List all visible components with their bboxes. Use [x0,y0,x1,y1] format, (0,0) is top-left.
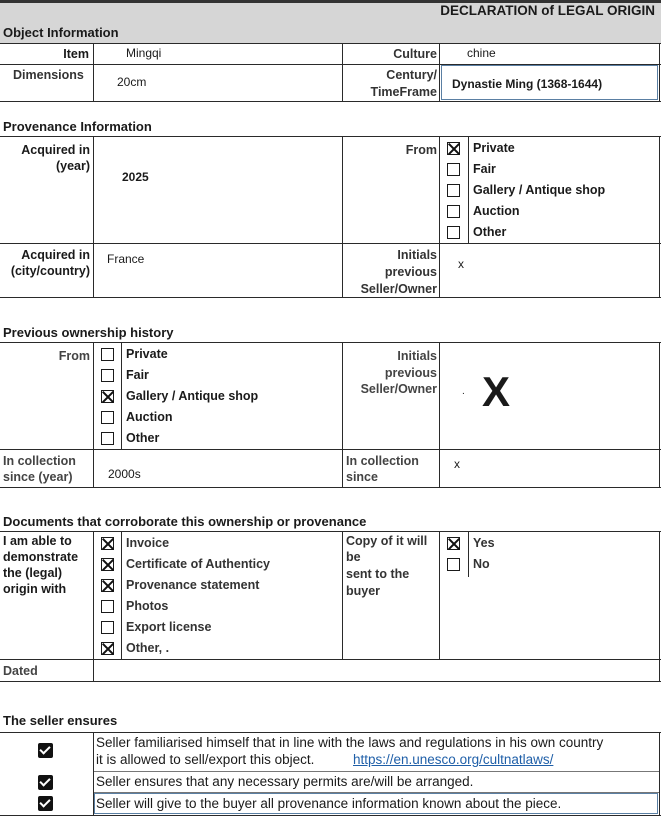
seller-header: The seller ensures [3,713,118,728]
provenance-private-checkbox[interactable] [447,142,460,155]
dated-label: Dated [3,664,38,678]
in-collection-value: 2000s [108,467,141,481]
seller-check-3-icon [38,796,53,811]
previous-initials-label-1: Initials [397,349,437,363]
doc-photos-checkbox[interactable] [101,600,114,613]
doc-other-checkbox[interactable] [101,642,114,655]
seller-line-3: Seller will give to the buyer all provenance information known about the piece. [96,796,562,811]
provenance-gallery-label: Gallery / Antique shop [473,183,606,197]
culture-label: Culture [393,47,437,61]
in-collection-since-value: x [454,457,460,471]
previous-other-label: Other [126,431,160,445]
doc-certificate-label: Certificate of Authenticy [126,557,271,571]
doc-export-checkbox[interactable] [101,621,114,634]
previous-private-label: Private [126,347,168,361]
seller-check-1-icon [38,743,53,758]
in-collection-since-label-2: since [346,470,378,484]
previous-other-checkbox[interactable] [101,432,114,445]
previous-from-label: From [58,349,90,363]
provenance-private-label: Private [473,141,515,155]
copy-label-1: Copy of it will [346,534,428,548]
previous-initials-value: X [482,368,511,415]
provenance-other-checkbox[interactable] [447,226,460,239]
able-label-3: the (legal) [3,566,63,580]
documents-header: Documents that corroborate this ownership or provenance [3,514,367,529]
previous-fair-checkbox[interactable] [101,369,114,382]
provenance-auction-label: Auction [473,204,520,218]
acquired-year-label-2: (year) [55,159,90,173]
doc-other-label: Other, . [126,641,170,655]
doc-photos-label: Photos [126,599,169,613]
item-label: Item [63,47,89,61]
previous-auction-label: Auction [126,410,173,424]
copy-yes-checkbox[interactable] [447,537,460,550]
previous-auction-checkbox[interactable] [101,411,114,424]
previous-private-checkbox[interactable] [101,348,114,361]
century-label-1: Century/ [386,68,437,82]
copy-yes-label: Yes [473,536,495,550]
document-title: DECLARATION of LEGAL ORIGIN [440,3,655,18]
seller-line-2: Seller ensures that any necessary permits are/will be arranged. [96,774,474,789]
acquired-year-label-1: Acquired in [21,143,90,157]
in-collection-since-label-1: In collection [346,454,419,468]
provenance-initials-label-2: previous [384,265,437,279]
previous-initials-label-2: previous [384,366,437,380]
unesco-link[interactable]: https://en.unesco.org/cultnatlaws/ [353,752,554,767]
acquired-city-label-2: (city/country) [10,264,90,278]
acquired-city-label-1: Acquired in [21,248,90,262]
provenance-header: Provenance Information [3,119,152,134]
dimensions-label: Dimensions [13,68,84,82]
able-label-4: origin with [3,582,67,596]
provenance-auction-checkbox[interactable] [447,205,460,218]
copy-label-3: sent to the [346,567,410,581]
previous-initials-dot: . [462,386,465,397]
seller-line-1b: it is allowed to sell/export this object. [96,752,315,767]
doc-provenance-label: Provenance statement [126,578,260,592]
previous-gallery-checkbox[interactable] [101,390,114,403]
previous-initials-label-3: Seller/Owner [360,382,437,396]
copy-label-2: be [346,550,361,564]
doc-invoice-checkbox[interactable] [101,537,114,550]
seller-line-1a: Seller familiarised himself that in line with the laws and regulations in his own country [96,735,604,750]
culture-value: chine [467,46,496,60]
copy-no-label: No [473,557,490,571]
provenance-initials-label-1: Initials [397,248,437,262]
provenance-fair-label: Fair [473,162,496,176]
copy-no-checkbox[interactable] [447,558,460,571]
dimensions-value: 20cm [117,75,147,89]
previous-ownership-header: Previous ownership history [3,325,174,340]
able-label-1: I am able to [3,534,72,548]
doc-provenance-checkbox[interactable] [101,579,114,592]
century-label-2: TimeFrame [370,85,437,99]
provenance-other-label: Other [473,225,507,239]
provenance-initials-label-3: Seller/Owner [360,282,437,296]
object-info-header: Object Information [3,25,119,40]
seller-check-2-icon [38,775,53,790]
doc-certificate-checkbox[interactable] [101,558,114,571]
able-label-2: demonstrate [3,550,79,564]
doc-export-label: Export license [126,620,212,634]
century-value: Dynastie Ming (1368-1644) [452,77,603,91]
previous-fair-label: Fair [126,368,149,382]
previous-gallery-label: Gallery / Antique shop [126,389,259,403]
provenance-fair-checkbox[interactable] [447,163,460,176]
provenance-from-label: From [405,143,437,157]
acquired-year-value: 2025 [122,170,149,184]
acquired-city-value: France [107,252,145,266]
copy-label-4: buyer [346,584,381,598]
item-value: Mingqi [126,46,162,60]
provenance-gallery-checkbox[interactable] [447,184,460,197]
doc-invoice-label: Invoice [126,536,170,550]
in-collection-label-1: In collection [3,454,76,468]
in-collection-label-2: since (year) [3,470,73,484]
provenance-initials-value: x [458,257,464,271]
